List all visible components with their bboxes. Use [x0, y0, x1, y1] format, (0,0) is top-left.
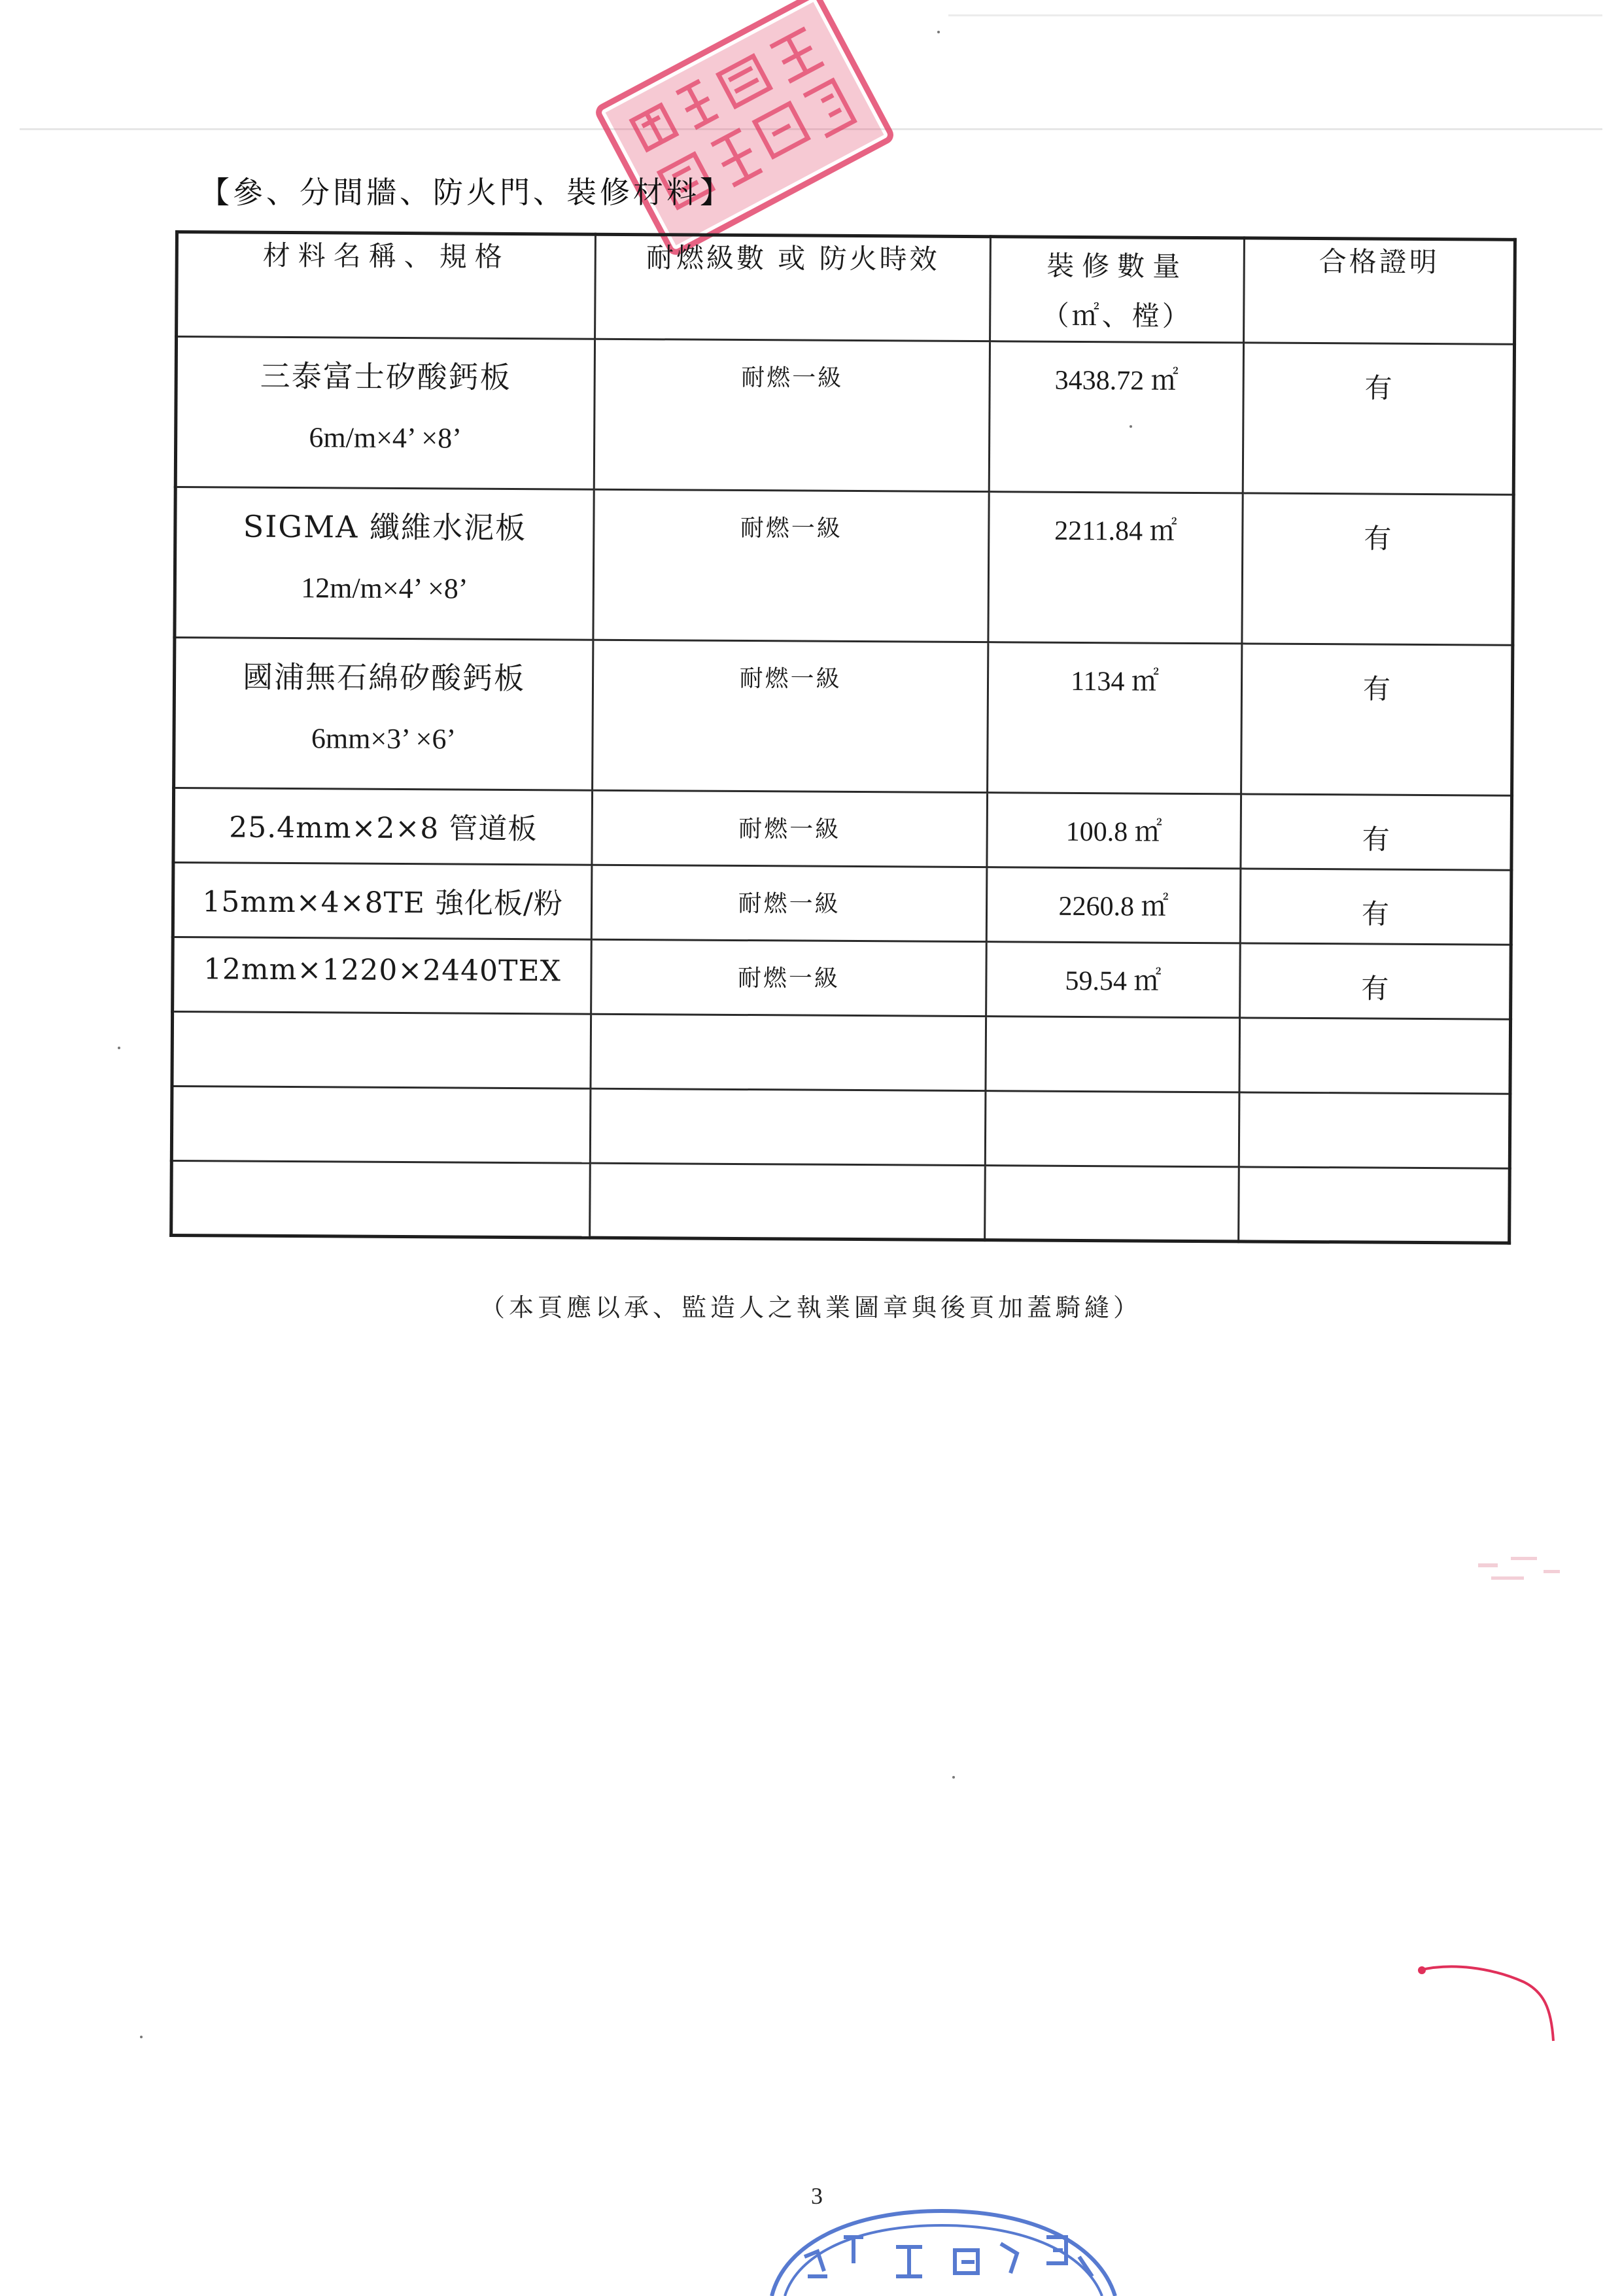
cell-quantity — [987, 793, 1241, 869]
cell-certificate — [1241, 644, 1513, 795]
table-row — [173, 862, 1511, 945]
empty-cell — [986, 1017, 1240, 1092]
cell-quantity — [986, 867, 1241, 943]
certificate-value: 有 — [1364, 372, 1392, 404]
cell-grade — [591, 939, 987, 1016]
cell-certificate — [1243, 343, 1514, 495]
header-quantity — [990, 237, 1245, 343]
cell-grade — [592, 790, 988, 867]
pen-mark — [1413, 1956, 1563, 2054]
header-quantity-line2: （㎡、樘） — [1041, 299, 1192, 332]
cell-certificate — [1240, 943, 1511, 1019]
table-row-empty — [171, 1160, 1510, 1243]
certificate-value: 有 — [1362, 672, 1391, 705]
empty-cell — [1239, 1167, 1510, 1243]
empty-cell — [985, 1091, 1239, 1167]
empty-cell — [590, 1163, 986, 1240]
cell-grade — [591, 865, 987, 941]
cell-quantity — [988, 642, 1242, 794]
section-heading: 【參、分間牆、防火門、裝修材料】 — [199, 175, 733, 210]
material-name: 12mm×1220×2440TEX — [203, 952, 562, 988]
cell-grade — [593, 489, 989, 642]
cell-grade — [593, 640, 988, 792]
quantity-value: 59.54 ㎡ — [1065, 965, 1162, 997]
cell-quantity — [988, 492, 1243, 644]
scan-edge-line — [948, 14, 1602, 16]
certificate-value: 有 — [1361, 972, 1389, 1005]
material-name: 國浦無石綿矽酸鈣板 — [242, 659, 526, 697]
header-quantity-line1: 裝修數量 — [1046, 249, 1188, 283]
cell-quantity — [986, 942, 1241, 1018]
materials-table — [169, 230, 1517, 1245]
grade-value: 耐燃一級 — [737, 964, 840, 992]
cell-material-name — [173, 788, 593, 865]
scan-speck — [937, 31, 940, 33]
empty-cell — [1239, 1018, 1511, 1094]
cell-quantity — [989, 341, 1243, 493]
cell-material-name — [175, 487, 594, 640]
cell-certificate — [1241, 794, 1512, 870]
quantity-value: 2211.84 ㎡ — [1054, 515, 1177, 547]
table-row — [174, 638, 1513, 796]
quantity-value: 1134 ㎡ — [1070, 666, 1160, 697]
material-name: SIGMA 纖維水泥板 — [243, 508, 527, 546]
empty-cell — [985, 1166, 1239, 1242]
header-material-name — [177, 232, 596, 339]
cell-certificate — [1240, 869, 1511, 945]
material-spec: 6mm×3’ ×6’ — [311, 722, 457, 756]
empty-cell — [172, 1011, 591, 1088]
quantity-value: 100.8 ㎡ — [1065, 816, 1162, 848]
header-grade-text: 耐燃級數 或 防火時效 — [646, 241, 940, 275]
header-certificate — [1244, 238, 1515, 344]
certificate-value: 有 — [1361, 897, 1390, 930]
material-name: 25.4mm×2×8 管道板 — [229, 810, 538, 846]
empty-cell — [591, 1014, 986, 1090]
certificate-value: 有 — [1362, 823, 1390, 856]
cell-material-name — [174, 638, 593, 791]
table-row-empty — [172, 1011, 1511, 1094]
empty-cell — [171, 1086, 591, 1163]
empty-cell — [590, 1088, 986, 1165]
scan-speck — [140, 2036, 143, 2038]
material-spec: 12m/m×4’ ×8’ — [301, 572, 468, 605]
scan-speck — [118, 1047, 120, 1049]
empty-cell — [171, 1160, 591, 1238]
header-grade — [595, 234, 991, 341]
cell-certificate — [1242, 493, 1513, 645]
grade-value: 耐燃一級 — [738, 890, 840, 918]
table-row — [173, 788, 1512, 871]
footer-note: （本頁應以承、監造人之執業圖章與後頁加蓋騎縫） — [479, 1293, 1142, 1322]
grade-value: 耐燃一級 — [740, 514, 843, 542]
material-name: 15mm×4×8TE 強化板/粉 — [202, 885, 563, 921]
table-row-empty — [171, 1086, 1510, 1168]
ink-smudge — [1419, 1544, 1576, 1603]
grade-value: 耐燃一級 — [738, 815, 841, 843]
empty-cell — [1239, 1092, 1510, 1168]
table-row — [175, 337, 1514, 495]
scan-speck — [952, 1776, 955, 1779]
scan-speck — [1130, 425, 1132, 428]
material-name: 三泰富士矽酸鈣板 — [260, 358, 511, 395]
certificate-value: 有 — [1364, 522, 1392, 555]
grade-value: 耐燃一級 — [741, 364, 844, 392]
header-material-name-text: 材料名稱、規格 — [262, 239, 510, 273]
page-number: 3 — [811, 2183, 823, 2209]
table-header-row — [177, 232, 1515, 345]
cell-material-name — [173, 937, 592, 1014]
table-row — [175, 487, 1513, 646]
cell-material-name — [175, 337, 595, 490]
cell-grade — [594, 339, 990, 491]
table-row — [173, 937, 1511, 1019]
quantity-value: 3438.72 ㎡ — [1054, 365, 1179, 396]
grade-value: 耐燃一級 — [739, 665, 842, 693]
header-certificate-text: 合格證明 — [1319, 245, 1440, 279]
blue-seal-stamp — [759, 2185, 1125, 2296]
material-spec: 6m/m×4’ ×8’ — [309, 421, 462, 455]
cell-material-name — [173, 862, 592, 939]
quantity-value: 2260.8 ㎡ — [1058, 891, 1169, 922]
